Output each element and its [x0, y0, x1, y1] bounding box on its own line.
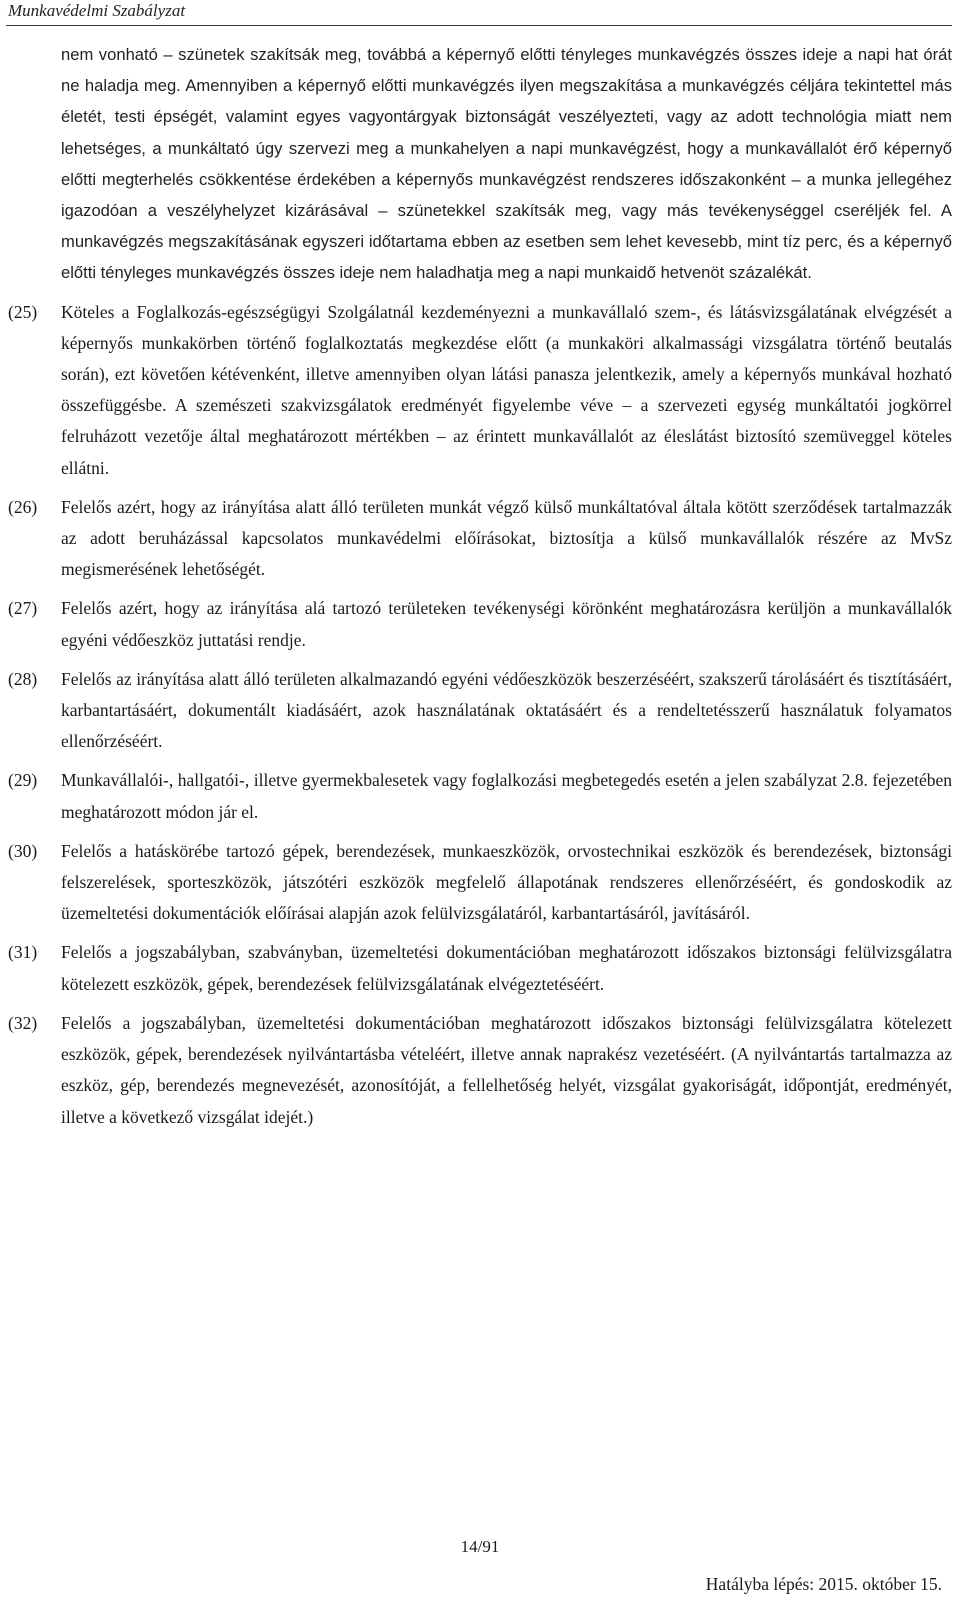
- item-text: Munkavállalói-, hallgatói-, illetve gyermekbalesetek vagy foglalkozási megbetegedés esetén a jelen szabályzat 2.8. fejezetében meghatározott módon jár el.: [61, 770, 952, 822]
- list-item: [8, 836, 952, 930]
- item-number: (26): [8, 496, 38, 517]
- list-item: [8, 593, 952, 655]
- item-number: (32): [8, 1012, 38, 1033]
- header-divider: [6, 25, 952, 26]
- page-number: 14/91: [460, 1537, 500, 1556]
- list-item: [8, 492, 952, 586]
- item-text: Felelős azért, hogy az irányítása alatt álló területen munkát végző külső munkáltatóval általa kötött szerződések tartalmazzák az adott beruházással kapcsolatos munkavédelmi előírásokat, biztosítja a külső munkavállalók részére az MvSz megismerésének lehetőségét.: [61, 496, 952, 580]
- item-number: (28): [8, 668, 38, 689]
- list-item: [8, 937, 952, 999]
- continuation-paragraph: nem vonható – szünetek szakítsák meg, továbbá a képernyő előtti tényleges munkavégzés összes ideje a napi hat órát ne haladja meg. Amennyiben a képernyő előtti munkavégzés ilyen megszakítása a munkavégzés céljára tekintettel más életét, testi épségét, valamint egyes vagyontárgyak biztonságát veszélyezteti, vagy az adott technológia miatt nem lehetséges, a munkáltató úgy szervezi meg a munkahelyen a napi munkavégzést, hogy a munkavállalót érő képernyő előtti megterhelés csökkentése érdekében a képernyős munkavégzést rendszeres időszakonként – a munka jellegéhez igazodóan a veszélyhelyzet kizárásával – szünetekkel szakítsák meg, vagy más tevékenységgel cseréljék fel. A munkavégzés megszakításának egyszeri időtartama ebben az esetben sem lehet kevesebb, mint tíz perc, és a képernyő előtti tényleges munkavégzés összes ideje nem haladhatja meg a napi munkaidő hetvenöt százalékát.: [61, 45, 952, 283]
- item-number: (30): [8, 840, 38, 861]
- item-number: (27): [8, 598, 38, 619]
- item-text: Felelős a hatáskörébe tartozó gépek, berendezések, munkaeszközök, orvostechnikai eszközök és berendezések, biztonsági felszerelések, sporteszközök, játszótéri eszközök megfelelő állapotának rendszeres ellenőrzéséért, és gondoskodik az üzemeltetési dokumentációk előírásai alapján azok felülvizsgálatáról, karbantartásáról, javításáról.: [61, 840, 952, 924]
- page-header-title: Munkavédelmi Szabályzat: [8, 1, 186, 20]
- list-item: [8, 664, 952, 758]
- list-item: [8, 297, 952, 484]
- list-item: [8, 1008, 952, 1133]
- item-text: Felelős az irányítása alatt álló területen alkalmazandó egyéni védőeszközök beszerzéséért, szakszerű tárolásáért és tisztításáért, karbantartásáért, dokumentált kiadásáért, azok használatának oktatásáért és a rendeltetésszerű használatuk folyamatos ellenőrzéséért.: [61, 668, 952, 752]
- item-text: Köteles a Foglalkozás-egészségügyi Szolgálatnál kezdeményezni a munkavállaló szem-, és látásvizsgálatának elvégzését a képernyős munkakörben történő foglalkoztatás megkezdése előtt (a munkaköri alkalmassági vizsgálatra történő beutalás során), ezt követően kétévenként, illetve amennyiben olyan látási panasza jelentkezik, amely a képernyős munkával hozható összefüggésbe. A szemészeti szakvizsgálatok eredményét figyelembe véve – a szervezeti egység munkáltatói jogkörrel felruházott vezetője által meghatározott mértékben – az érintett munkavállalót az éleslátást biztosító szemüveggel köteles ellátni.: [61, 301, 952, 478]
- item-text: Felelős a jogszabályban, szabványban, üzemeltetési dokumentációban meghatározott időszakos biztonsági felülvizsgálatra kötelezett eszközök, gépek, berendezések felülvizsgálatának elvégeztetéséért.: [61, 942, 952, 994]
- list-item: [8, 765, 952, 827]
- item-text: Felelős azért, hogy az irányítása alá tartozó területeken tevékenységi körönként meghatározásra kerüljön a munkavállalók egyéni védőeszköz juttatási rendje.: [61, 598, 952, 650]
- document-body: [8, 39, 952, 1133]
- item-number: (29): [8, 770, 38, 791]
- item-number: (25): [8, 301, 38, 322]
- item-text: Felelős a jogszabályban, üzemeltetési dokumentációban meghatározott időszakos biztonsági felülvizsgálatra kötelezett eszközök, gépek, berendezések nyilvántartásba vételéért, illetve annak naprakész vezetéséért. (A nyilvántartás tartalmazza az eszköz, gép, berendezés megnevezését, azonosítóját, a fellelhetőség helyét, vizsgálat gyakoriságát, időpontját, eredményét, illetve a következő vizsgálat idejét.): [61, 1012, 952, 1127]
- effective-date: Hatályba lépés: 2015. október 15.: [705, 1574, 942, 1594]
- item-number: (31): [8, 942, 38, 963]
